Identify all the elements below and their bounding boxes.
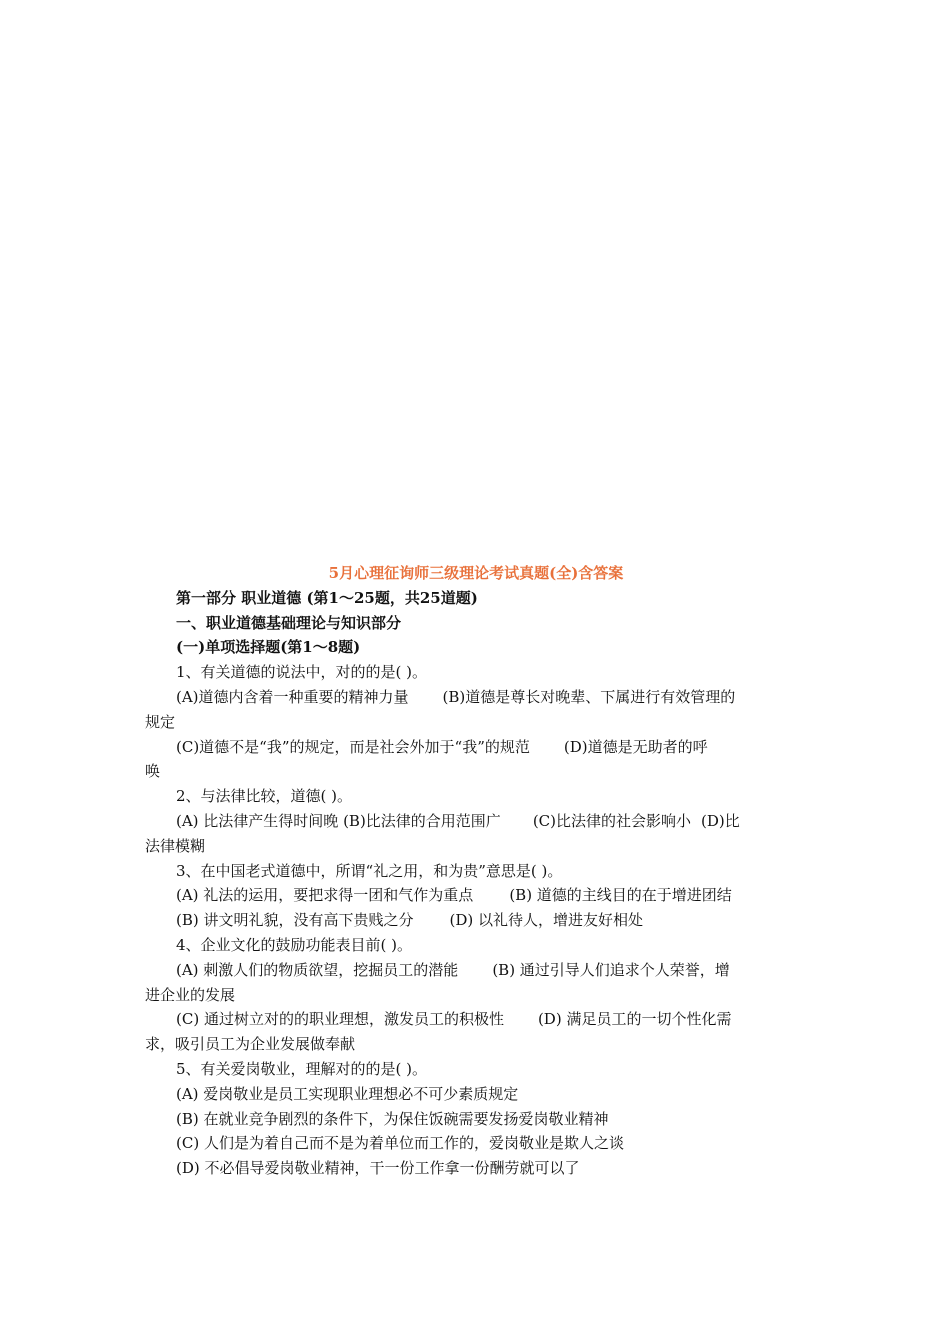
- question-4-option-c: (C) 通过树立对的的职业理想，激发员工的积极性: [176, 1010, 504, 1029]
- question-2-option-d-cont: 法律模糊: [145, 836, 206, 855]
- subsection-heading: (一)单项选择题(第1～8题): [176, 638, 361, 657]
- question-4-option-a: (A) 刺激人们的物质欲望，挖掘员工的潜能: [176, 960, 459, 979]
- question-5-option-d: (D) 不必倡导爱岗敬业精神，干一份工作拿一份酬劳就可以了: [176, 1159, 580, 1178]
- question-4-option-d-cont: 求，吸引员工为企业发展做奉献: [145, 1035, 356, 1054]
- document-body: [145, 561, 807, 1181]
- question-4-options-cd: [145, 1007, 807, 1032]
- question-1-options-ab: [145, 685, 807, 710]
- question-3-option-b: (B) 道德的主线目的在于增进团结: [509, 886, 732, 905]
- document-title: 5月心理征询师三级理论考试真题(全)含答案: [328, 564, 624, 582]
- question-5-stem: 5、有关爱岗敬业，理解对的的是( )。: [176, 1059, 428, 1078]
- question-2-stem: 2、与法律比较，道德( )。: [176, 787, 353, 806]
- question-1-option-b: (B)道德是尊长对晚辈、下属进行有效管理的: [442, 687, 736, 706]
- question-3-stem: 3、在中国老式道德中，所谓“礼之用，和为贵”意思是( )。: [176, 861, 563, 880]
- question-4-option-b: (B) 通过引导人们追求个人荣誉，增: [492, 960, 730, 979]
- question-5-option-c: (C) 人们是为着自己而不是为着单位而工作的，爱岗敬业是欺人之谈: [176, 1134, 624, 1153]
- question-3-options-cd: [145, 908, 807, 933]
- question-3-option-d: (D) 以礼待人，增进友好相处: [449, 911, 643, 930]
- question-1-options-cd: [145, 735, 807, 760]
- question-2-option-d: (D)比: [701, 811, 740, 830]
- question-1-stem: 1、有关道德的说法中，对的的是( )。: [176, 663, 428, 682]
- question-1-option-d: (D)道德是无助者的呼: [563, 737, 708, 756]
- question-1-option-a: (A)道德内含着一种重要的精神力量: [176, 687, 409, 706]
- question-2-options: [145, 809, 807, 834]
- question-3-option-c: (B) 讲文明礼貌，没有高下贵贱之分: [176, 911, 414, 930]
- question-4-option-d: (D) 满足员工的一切个性化需: [537, 1010, 732, 1029]
- question-5-option-b: (B) 在就业竞争剧烈的条件下，为保住饭碗需要发扬爱岗敬业精神: [176, 1109, 609, 1128]
- section-heading: 一、职业道德基础理论与知识部分: [176, 613, 402, 632]
- question-3-option-a: (A) 礼法的运用，要把求得一团和气作为重点: [176, 886, 474, 905]
- question-4-option-b-cont: 进企业的发展: [145, 985, 236, 1004]
- question-4-stem: 4、企业文化的鼓励功能表目前( )。: [176, 935, 413, 954]
- question-3-options-ab: [145, 883, 807, 908]
- question-1-option-d-cont: 唤: [145, 762, 161, 781]
- question-1-option-b-cont: 规定: [145, 712, 176, 731]
- question-2-option-c: (C)比法律的社会影响小: [532, 811, 691, 830]
- part-heading: 第一部分 职业道德 (第1～25题，共25道题): [176, 588, 478, 607]
- question-4-options-ab: [145, 958, 807, 983]
- question-2-option-ab: (A) 比法律产生得时间晚 (B)比法律的合用范围广: [176, 811, 501, 830]
- question-5-option-a: (A) 爱岗敬业是员工实现职业理想必不可少素质规定: [176, 1084, 519, 1103]
- question-1-option-c: (C)道德不是“我”的规定，而是社会外加于“我”的规范: [176, 737, 530, 756]
